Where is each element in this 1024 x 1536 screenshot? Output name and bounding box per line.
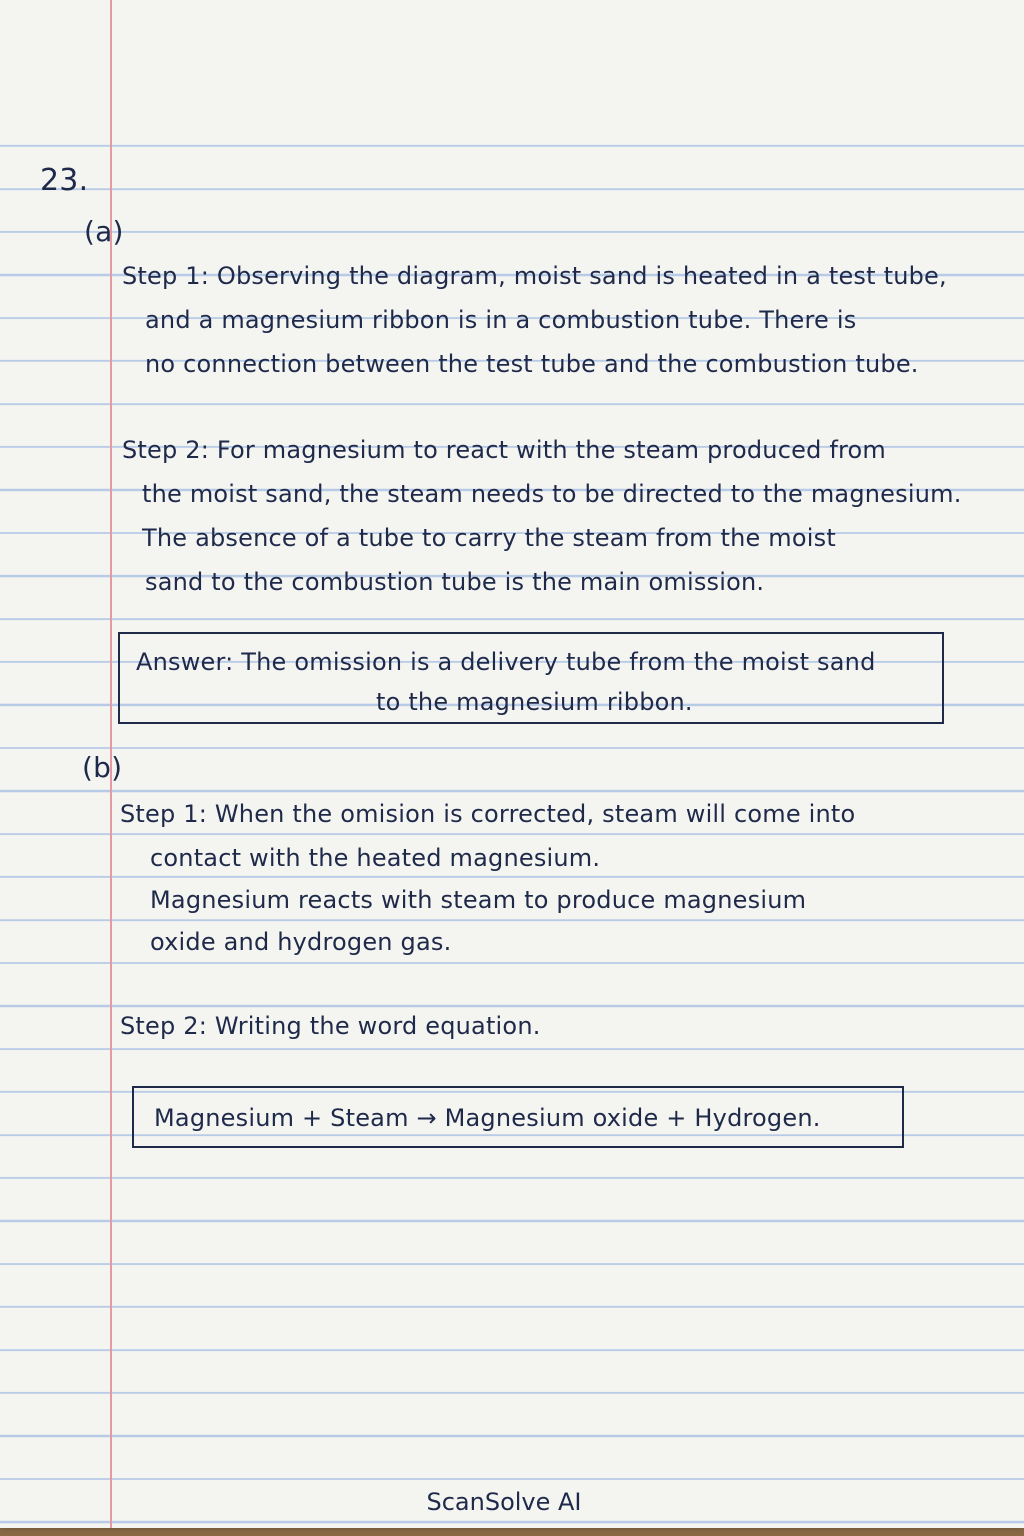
part-b-step2-line: Step 2: Writing the word equation. (120, 1012, 541, 1040)
footer-brand: ScanSolve AI (426, 1488, 582, 1516)
part-b-step1-line: contact with the heated magnesium. (150, 844, 601, 872)
part-b-step1-line: oxide and hydrogen gas. (150, 928, 452, 956)
word-equation: Magnesium + Steam → Magnesium oxide + Hydrogen. (154, 1104, 821, 1132)
answer-line: Answer: The omission is a delivery tube from the moist sand (136, 648, 876, 676)
part-a-step2-line: the moist sand, the steam needs to be directed to the magnesium. (142, 480, 962, 508)
part-a-step1-line: and a magnesium ribbon is in a combustion tube. There is (145, 306, 857, 334)
page-header-area (0, 0, 1024, 140)
part-a-step1-line: Step 1: Observing the diagram, moist sand is heated in a test tube, (122, 262, 947, 290)
question-number: 23. (40, 163, 89, 198)
part-a-step2-line: The absence of a tube to carry the steam from the moist (142, 524, 836, 552)
part-b-label: (b) (82, 751, 123, 784)
part-a-label: (a) (84, 215, 124, 248)
answer-line: to the magnesium ribbon. (376, 688, 693, 716)
part-a-step1-line: no connection between the test tube and the combustion tube. (145, 350, 919, 378)
part-a-step2-line: sand to the combustion tube is the main omission. (145, 568, 765, 596)
part-b-step1-line: Step 1: When the omision is corrected, steam will come into (120, 800, 856, 828)
part-b-step1-line: Magnesium reacts with steam to produce magnesium (150, 886, 807, 914)
part-a-step2-line: Step 2: For magnesium to react with the steam produced from (122, 436, 886, 464)
